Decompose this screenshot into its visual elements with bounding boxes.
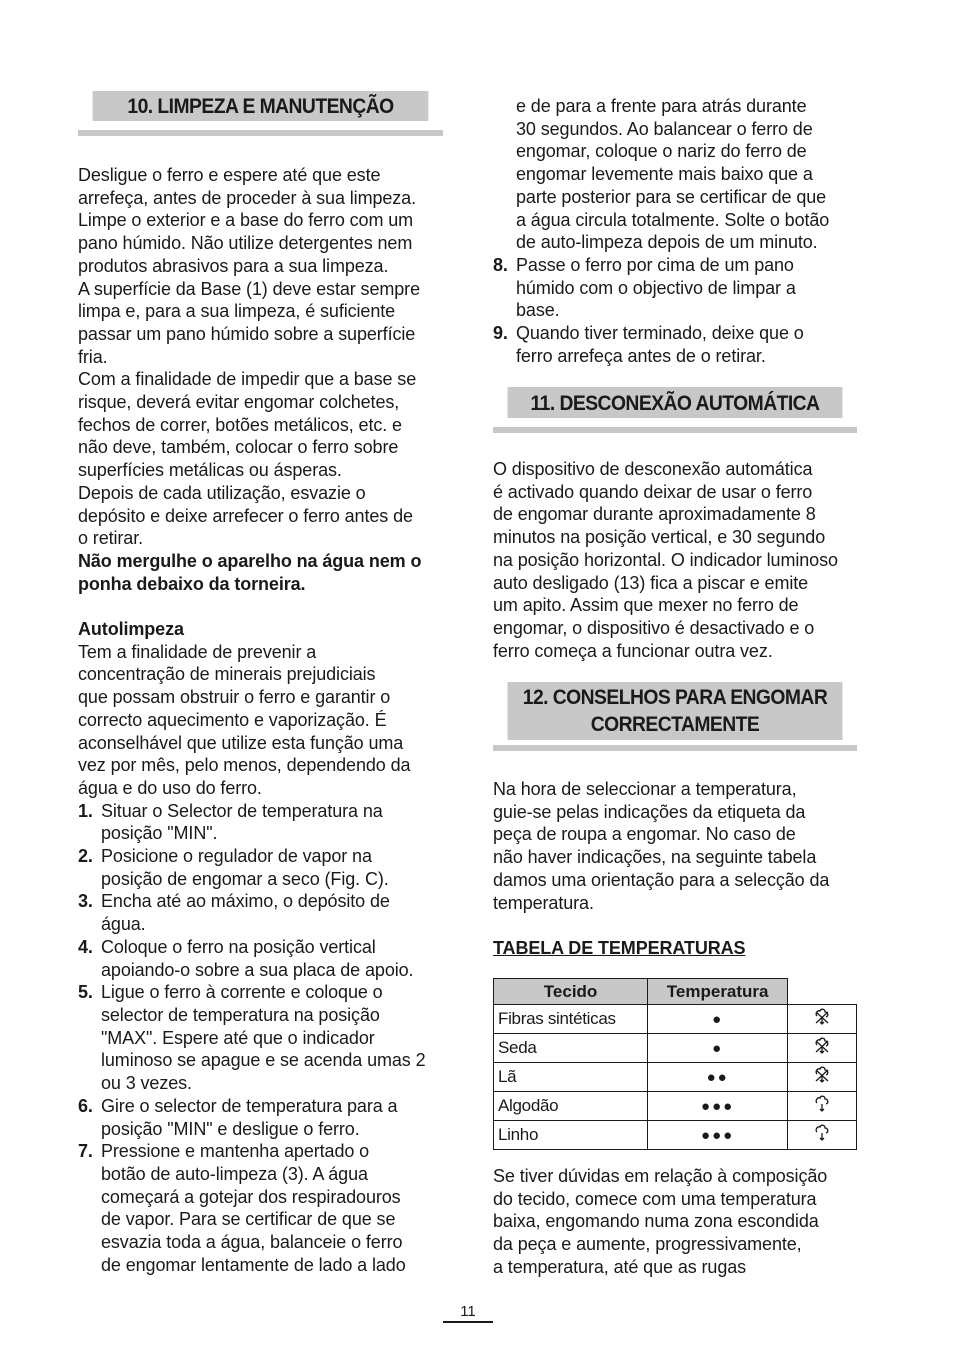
text-line: Depois de cada utilização, esvazie o xyxy=(78,482,366,503)
text-line: ponha debaixo da torneira. xyxy=(78,573,306,594)
step-number: 8. xyxy=(493,254,508,275)
text-line: correcto aquecimento e vaporização. É xyxy=(78,709,387,730)
page-number-rule xyxy=(443,1321,493,1323)
continued-text xyxy=(493,95,857,367)
table-row xyxy=(494,1121,857,1150)
step-line: Ligue o ferro à corrente e coloque o xyxy=(101,982,383,1003)
text-line: aconselhável que utilize esta função uma xyxy=(78,732,404,753)
no-steam-icon xyxy=(788,1034,857,1063)
step-line: Coloque o ferro na posição vertical xyxy=(101,936,376,957)
text-line: não haver indicações, na seguinte tabela xyxy=(493,847,817,868)
step-item xyxy=(78,981,443,1095)
text-line: Limpe o exterior e a base do ferro com um xyxy=(78,210,414,231)
fabric-cell: Algodão xyxy=(494,1092,648,1121)
step-item xyxy=(78,845,443,890)
temperature-dots-cell: ●●● xyxy=(648,1092,788,1121)
text-line: não deve, também, colocar o ferro sobre xyxy=(78,437,399,458)
step-item xyxy=(78,800,443,845)
temperature-table xyxy=(493,978,857,1150)
text-line: de engomar durante aproximadamente 8 xyxy=(493,504,816,525)
text-line: pano húmido. Não utilize detergentes nem xyxy=(78,233,413,254)
section-12-heading: 12. CONSELHOS PARA ENGOMAR CORRECTAMENTE xyxy=(508,682,843,740)
step-item xyxy=(78,1095,443,1140)
cleaning-steps-list xyxy=(78,800,443,1277)
fabric-cell: Lã xyxy=(494,1063,648,1092)
text-line: engomar levemente mais baixo que a xyxy=(516,164,813,185)
step-number: 1. xyxy=(78,800,93,821)
step-line: esvazia toda a água, balanceie o ferro xyxy=(101,1232,403,1253)
text-line: temperatura. xyxy=(493,892,594,913)
section-11-heading: 11. DESCONEXÃO AUTOMÁTICA xyxy=(508,387,843,418)
text-line: ferro começa a funcionar outra vez. xyxy=(493,640,773,661)
text-line: vez por mês, pelo menos, dependendo da xyxy=(78,755,411,776)
text-line: que possam obstruir o ferro e garantir o xyxy=(78,687,391,708)
step-number: 2. xyxy=(78,846,93,867)
cleaning-text xyxy=(78,164,443,1276)
warning-paragraph xyxy=(78,550,443,595)
text-line: damos uma orientação para a selecção da xyxy=(493,869,830,890)
step-line: de vapor. Para se certificar de que se xyxy=(101,1209,396,1230)
text-line: A superfície da Base (1) deve estar sempre xyxy=(78,278,420,299)
step-item xyxy=(78,1140,443,1276)
text-line: de auto-limpeza depois de um minuto. xyxy=(516,232,818,253)
no-steam-icon xyxy=(788,1005,857,1034)
step-item xyxy=(78,890,443,935)
text-line: engomar, coloque o nariz do ferro de xyxy=(516,141,807,162)
step-line: posição de engomar a seco (Fig. C). xyxy=(101,868,389,889)
step-line: luminoso se apague e se acenda umas 2 xyxy=(101,1050,426,1071)
text-line: Desligue o ferro e espere até que este xyxy=(78,165,381,185)
text-line: engomar, o dispositivo é desactivado e o xyxy=(493,617,815,638)
heading-rule xyxy=(78,130,443,136)
table-row xyxy=(494,1005,857,1034)
step-line: posição "MIN" e desligue o ferro. xyxy=(101,1118,360,1139)
fabric-cell: Linho xyxy=(494,1121,648,1150)
cleaning-steps-list-continued xyxy=(493,254,857,368)
text-line: produtos abrasivos para a sua limpeza. xyxy=(78,255,389,276)
step-line: selector de temperatura na posição xyxy=(101,1005,380,1025)
text-line: Se tiver dúvidas em relação à composição xyxy=(493,1166,828,1186)
temperature-dots-cell: ●● xyxy=(648,1063,788,1092)
text-line: e de para a frente para atrás durante xyxy=(516,96,807,116)
text-line: um apito. Assim que mexer no ferro de xyxy=(493,595,799,616)
step-number: 7. xyxy=(78,1141,93,1162)
table-title: TABELA DE TEMPERATURAS xyxy=(493,938,746,958)
autolimpeza-subheading: Autolimpeza xyxy=(78,619,184,640)
steam-icon xyxy=(788,1121,857,1150)
step-line: húmido com o objectivo de limpar a xyxy=(516,277,796,298)
heading-rule xyxy=(493,745,857,751)
text-line: baixa, engomando numa zona escondida xyxy=(493,1211,819,1232)
fabric-cell: Fibras sintéticas xyxy=(494,1005,648,1034)
text-line: do tecido, comece com uma temperatura xyxy=(493,1188,817,1209)
page-number: 11 xyxy=(460,1303,476,1320)
text-line: guie-se pelas indicações da etiqueta da xyxy=(493,801,806,822)
step-number: 4. xyxy=(78,936,93,957)
step-line: Situar o Selector de temperatura na xyxy=(101,800,383,821)
text-line: Com a finalidade de impedir que a base se xyxy=(78,369,417,390)
text-line: depósito e deixe arrefecer o ferro antes de xyxy=(78,505,413,526)
step-line: "MAX". Espere até que o indicador xyxy=(101,1027,375,1048)
text-line: concentração de minerais prejudiciais xyxy=(78,664,376,685)
step-line: base. xyxy=(516,300,560,321)
autolimpeza-paragraph xyxy=(78,641,443,800)
step-number: 6. xyxy=(78,1095,93,1116)
no-steam-icon xyxy=(788,1063,857,1092)
text-line: a temperatura, até que as rugas xyxy=(493,1256,747,1277)
text-line: da peça e aumente, progressivamente, xyxy=(493,1234,802,1255)
step-line: Encha até ao máximo, o depósito de xyxy=(101,891,390,912)
text-line: Tem a finalidade de prevenir a xyxy=(78,641,317,662)
text-line: água e do uso do ferro. xyxy=(78,777,262,798)
step-item xyxy=(493,254,857,322)
step-number: 3. xyxy=(78,891,93,912)
fabric-cell: Seda xyxy=(494,1034,648,1063)
step-line: Passe o ferro por cima de um pano xyxy=(516,254,794,275)
step-7-continued xyxy=(493,95,857,254)
table-row xyxy=(494,1034,857,1063)
text-line: na posição horizontal. O indicador luminoso xyxy=(493,549,838,570)
step-line: Pressione e mantenha apertado o xyxy=(101,1141,370,1162)
text-line: arrefeça, antes de proceder à sua limpeza. xyxy=(78,187,416,208)
step-line: posição "MIN". xyxy=(101,823,218,844)
temperature-dots-cell: ● xyxy=(648,1005,788,1034)
text-line: risque, deverá evitar engomar colchetes, xyxy=(78,392,400,413)
section-10-heading: 10. LIMPEZA E MANUTENÇÃO xyxy=(93,91,429,121)
text-line: passar um pano húmido sobre a superfície xyxy=(78,323,416,344)
step-line: água. xyxy=(101,914,146,935)
column-header-fabric: Tecido xyxy=(494,979,648,1005)
text-line: Não mergulhe o aparelho na água nem o xyxy=(78,550,422,571)
text-line: peça de roupa a engomar. No caso de xyxy=(493,824,796,845)
temperature-dots-cell: ●●● xyxy=(648,1121,788,1150)
text-line: o retirar. xyxy=(78,528,144,549)
text-line: superfícies metálicas ou ásperas. xyxy=(78,460,342,481)
step-line: Quando tiver terminado, deixe que o xyxy=(516,323,804,344)
text-line: fechos de correr, botões metálicos, etc. e xyxy=(78,414,402,435)
step-line: ferro arrefeça antes de o retirar. xyxy=(516,345,766,366)
table-row xyxy=(494,1092,857,1121)
text-line: minutos na posição vertical, e 30 segundo xyxy=(493,527,826,548)
step-line: ou 3 vezes. xyxy=(101,1073,192,1094)
closing-paragraph xyxy=(493,1165,857,1279)
step-line: começará a gotejar dos respiradouros xyxy=(101,1186,401,1207)
column-header-temperature: Temperatura xyxy=(648,979,788,1005)
steam-icon xyxy=(788,1092,857,1121)
step-number: 5. xyxy=(78,982,93,1003)
intro-paragraph xyxy=(78,164,443,550)
text-line: auto desligado (13) fica a piscar e emite xyxy=(493,572,809,593)
text-line: 30 segundos. Ao balancear o ferro de xyxy=(516,118,813,139)
table-row xyxy=(494,1063,857,1092)
step-line: Gire o selector de temperatura para a xyxy=(101,1095,398,1116)
text-line: é activado quando deixar de usar o ferro xyxy=(493,481,813,502)
text-line: limpa e, para a sua limpeza, é suficiente xyxy=(78,301,396,322)
step-item xyxy=(78,936,443,981)
step-line: de engomar lentamente de lado a lado xyxy=(101,1254,406,1275)
heading-rule xyxy=(493,427,857,433)
step-item xyxy=(493,322,857,367)
text-line: O dispositivo de desconexão automática xyxy=(493,459,813,479)
auto-off-paragraph xyxy=(493,458,857,662)
step-line: apoiando-o sobre a sua placa de apoio. xyxy=(101,959,414,980)
step-number: 9. xyxy=(493,323,508,344)
text-line: Na hora de seleccionar a temperatura, xyxy=(493,779,797,799)
text-line: fria. xyxy=(78,346,108,367)
advice-paragraph xyxy=(493,778,857,914)
temperature-dots-cell: ● xyxy=(648,1034,788,1063)
text-line: a água circula totalmente. Solte o botão xyxy=(516,209,830,230)
step-line: botão de auto-limpeza (3). A água xyxy=(101,1163,368,1184)
step-line: Posicione o regulador de vapor na xyxy=(101,846,372,867)
text-line: parte posterior para se certificar de que xyxy=(516,186,827,207)
